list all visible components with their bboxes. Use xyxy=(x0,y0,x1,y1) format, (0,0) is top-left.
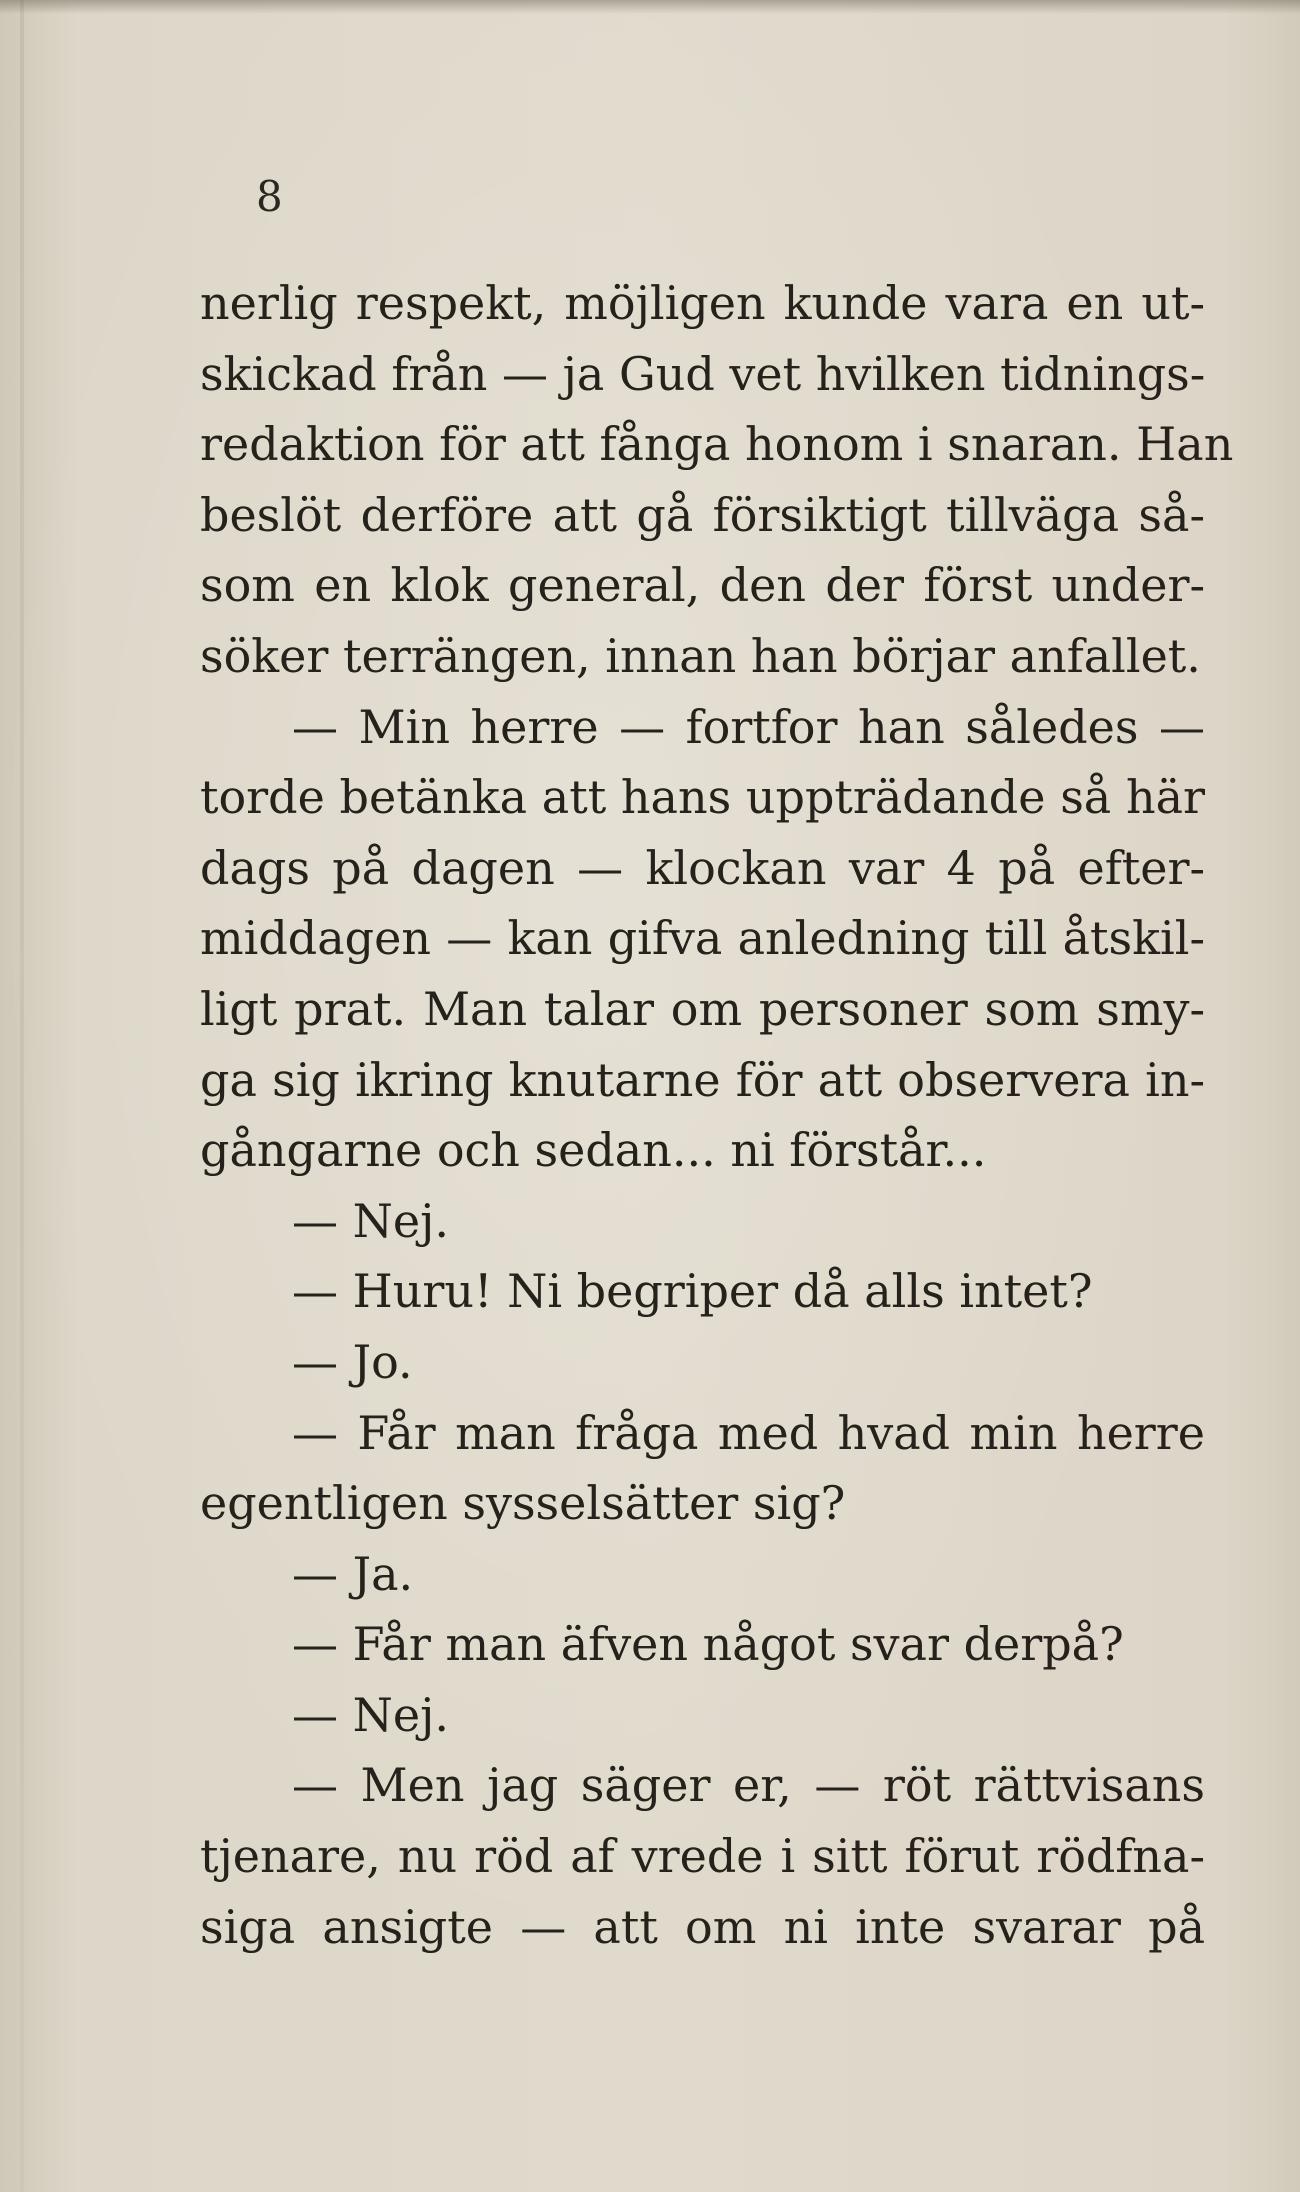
text-line: egentligen sysselsätter sig? xyxy=(200,1476,846,1531)
text-line: skickad från — ja Gud vet hvilken tidnings- xyxy=(200,346,1206,401)
text-line: — Får man äfven något svar derpå? xyxy=(292,1617,1124,1672)
text-line: dags på dagen — klockan var 4 på efter- xyxy=(200,840,1205,895)
text-line: — Får man fråga med hvad min herre xyxy=(292,1405,1205,1460)
page-number: 8 xyxy=(256,172,284,221)
text-line: — Nej. xyxy=(292,1687,449,1742)
text-line: ligt prat. Man talar om personer som smy- xyxy=(200,981,1205,1036)
text-line: tjenare, nu röd af vrede i sitt förut rödfna- xyxy=(200,1829,1205,1884)
text-line: redaktion för att fånga honom i snaran. Han xyxy=(200,417,1234,472)
text-line: middagen — kan gifva anledning till åtskil- xyxy=(200,911,1205,966)
text-line: nerlig respekt, möjligen kunde vara en ut- xyxy=(200,276,1205,330)
text-line: — Huru! Ni begriper då alls intet? xyxy=(292,1264,1093,1319)
text-line: beslöt derföre att gå försiktigt tillväga så- xyxy=(200,487,1205,542)
text-line: torde betänka att hans uppträdande så här xyxy=(200,770,1205,825)
page-edge-crease xyxy=(20,0,24,2192)
text-line: — Ja. xyxy=(292,1546,414,1601)
text-line: — Nej. xyxy=(292,1193,449,1248)
text-line: — Jo. xyxy=(292,1334,413,1389)
text-line: ga sig ikring knutarne för att observera in- xyxy=(200,1052,1205,1107)
text-line: — Min herre — fortfor han således — xyxy=(292,699,1205,754)
text-line: — Men jag säger er, — röt rättvisans xyxy=(292,1758,1205,1813)
text-line: gångarne och sedan... ni förstår... xyxy=(200,1123,987,1178)
text-line: siga ansigte — att om ni inte svarar på xyxy=(200,1899,1205,1954)
text-line: söker terrängen, innan han börjar anfallet. xyxy=(200,628,1201,683)
text-line: som en klok general, den der först under- xyxy=(200,558,1205,613)
body-text xyxy=(200,268,1234,1962)
page-top-shadow xyxy=(0,0,1300,14)
